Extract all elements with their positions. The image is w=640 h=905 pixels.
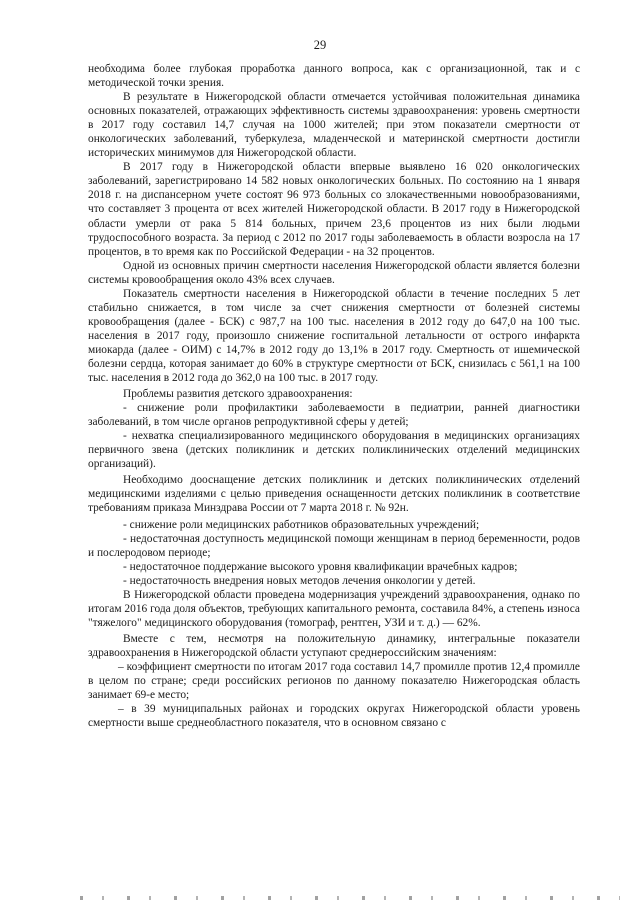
paragraph-mortality-causes: Одной из основных причин смертности населения Нижегородской области является болезни системы кровообращения около 43% всех случаев. — [88, 259, 580, 286]
list-item-school-medics: - снижение роли медицинских работников образовательных учреждений; — [123, 518, 480, 531]
paragraph-intro-continuation: необходима более глубокая проработка данного вопроса, как с организационной, так и с методической точки зрения. — [88, 63, 580, 90]
list-item-qualification: - недостаточное поддержание высокого уровня квалификации врачебных кадров; — [123, 560, 518, 573]
paragraph-equipment-need: Необходимо дооснащение детских поликлиник и детских поликлинических отделений медицинскими изделиями с целью приведения оснащенности детских поликлиник в соответствие требованиям приказа Минздрава России от 7 марта 2018 г. № 92н. — [88, 474, 580, 515]
list-item-maternal-care: - недостаточная доступность медицинской помощи женщинам в период беременности, родов и послеродовом периоде; — [88, 532, 580, 559]
paragraph-child-health-problems-heading: Проблемы развития детского здравоохранения: — [123, 388, 353, 401]
page-number: 29 — [313, 38, 327, 52]
paragraph-oncology-statistics: В 2017 году в Нижегородской области впервые выявлено 16 020 онкологических заболеваний, зарегистрировано 14 582 новых онкологических больных. По состоянию на 1 января 2018 г. на диспансерном учете состоят 96 973 больных со злокачественными новообразованиями, что составляет 3 процента от всех жителей Нижегородской области. В 2017 году в Нижегородской области умерли от рака 5 814 больных, причем 23,6 процентов из них были людьми трудоспособного возраста. За период с 2012 по 2017 годы заболеваемость в области возросла на 17 процентов, в то время как по Российской Федерации - на 32 процентов. — [88, 161, 580, 258]
paragraph-cardio-mortality: Показатель смертности населения в Нижегородской области в течение последних 5 лет стабильно снижается, в том числе за счет снижения смертности от болезней системы кровообращения (далее - БСК) с 987,7 на 100 тыс. населения в 2012 году до 647,0 на 100 тыс. населения в 2017 году, произошло снижение госпитальной летальности от острого инфаркта миокарда (далее - ОИМ) с 14,7% в 2012 году до 13,1% в 2017 году. Смертность от ишемической болезни сердца, которая занимает до 60% в структуре смертности от БСК, снизилась с 561,1 на 100 тыс. населения в 2012 года до 362,0 на 100 тыс. в 2017 году. — [88, 287, 580, 385]
paragraph-positive-dynamics: В результате в Нижегородской области отмечается устойчивая положительная динамика основных показателей, отражающих эффективность системы здравоохранения: уровень смертности в 2017 году составил 14,7 случая на 1000 жителей; при этом показатели смертности от онкологических заболеваний, туберкулеза, младенческой и материнской смертности достигли исторических минимумов для Нижегородской области. — [88, 91, 580, 160]
list-item-municipal-mortality: – в 39 муниципальных районах и городских округах Нижегородской области уровень смертности выше среднеобластного показателя, что в основном связано с — [88, 703, 580, 730]
list-item-prevention: - снижение роли профилактики заболеваемости в педиатрии, ранней диагностики заболеваний, в том числе органов репродуктивной сферы у детей; — [88, 402, 580, 429]
list-item-equipment-shortage: - нехватка специализированного медицинского оборудования в медицинских организациях первичного звена (детских поликлиник и детских поликлинических отделений медицинских организаций). — [88, 430, 580, 471]
document-body — [88, 62, 580, 730]
list-item-oncology-methods: - недостаточность внедрения новых методов лечения онкологии у детей. — [123, 574, 476, 587]
paragraph-integral-indicators: Вместе с тем, несмотря на положительную динамику, интегральные показатели здравоохранения в Нижегородской области уступают среднероссийским значениям: — [88, 632, 580, 659]
paragraph-modernization: В Нижегородской области проведена модернизация учреждений здравоохранения, однако по итогам 2016 года доля объектов, требующих капитального ремонта, составила 84%, а степень износа "тяжелого" медицинского оборудования (томограф, рентген, УЗИ и т. д.) — 62%. — [88, 588, 580, 629]
list-item-mortality-coefficient: – коэффициент смертности по итогам 2017 года составил 14,7 промилле против 12,4 промилле в целом по стране; среди российских регионов по данному показателю Нижегородская область занимает 69-е место; — [88, 660, 580, 702]
scan-edge-artifact — [80, 896, 620, 900]
